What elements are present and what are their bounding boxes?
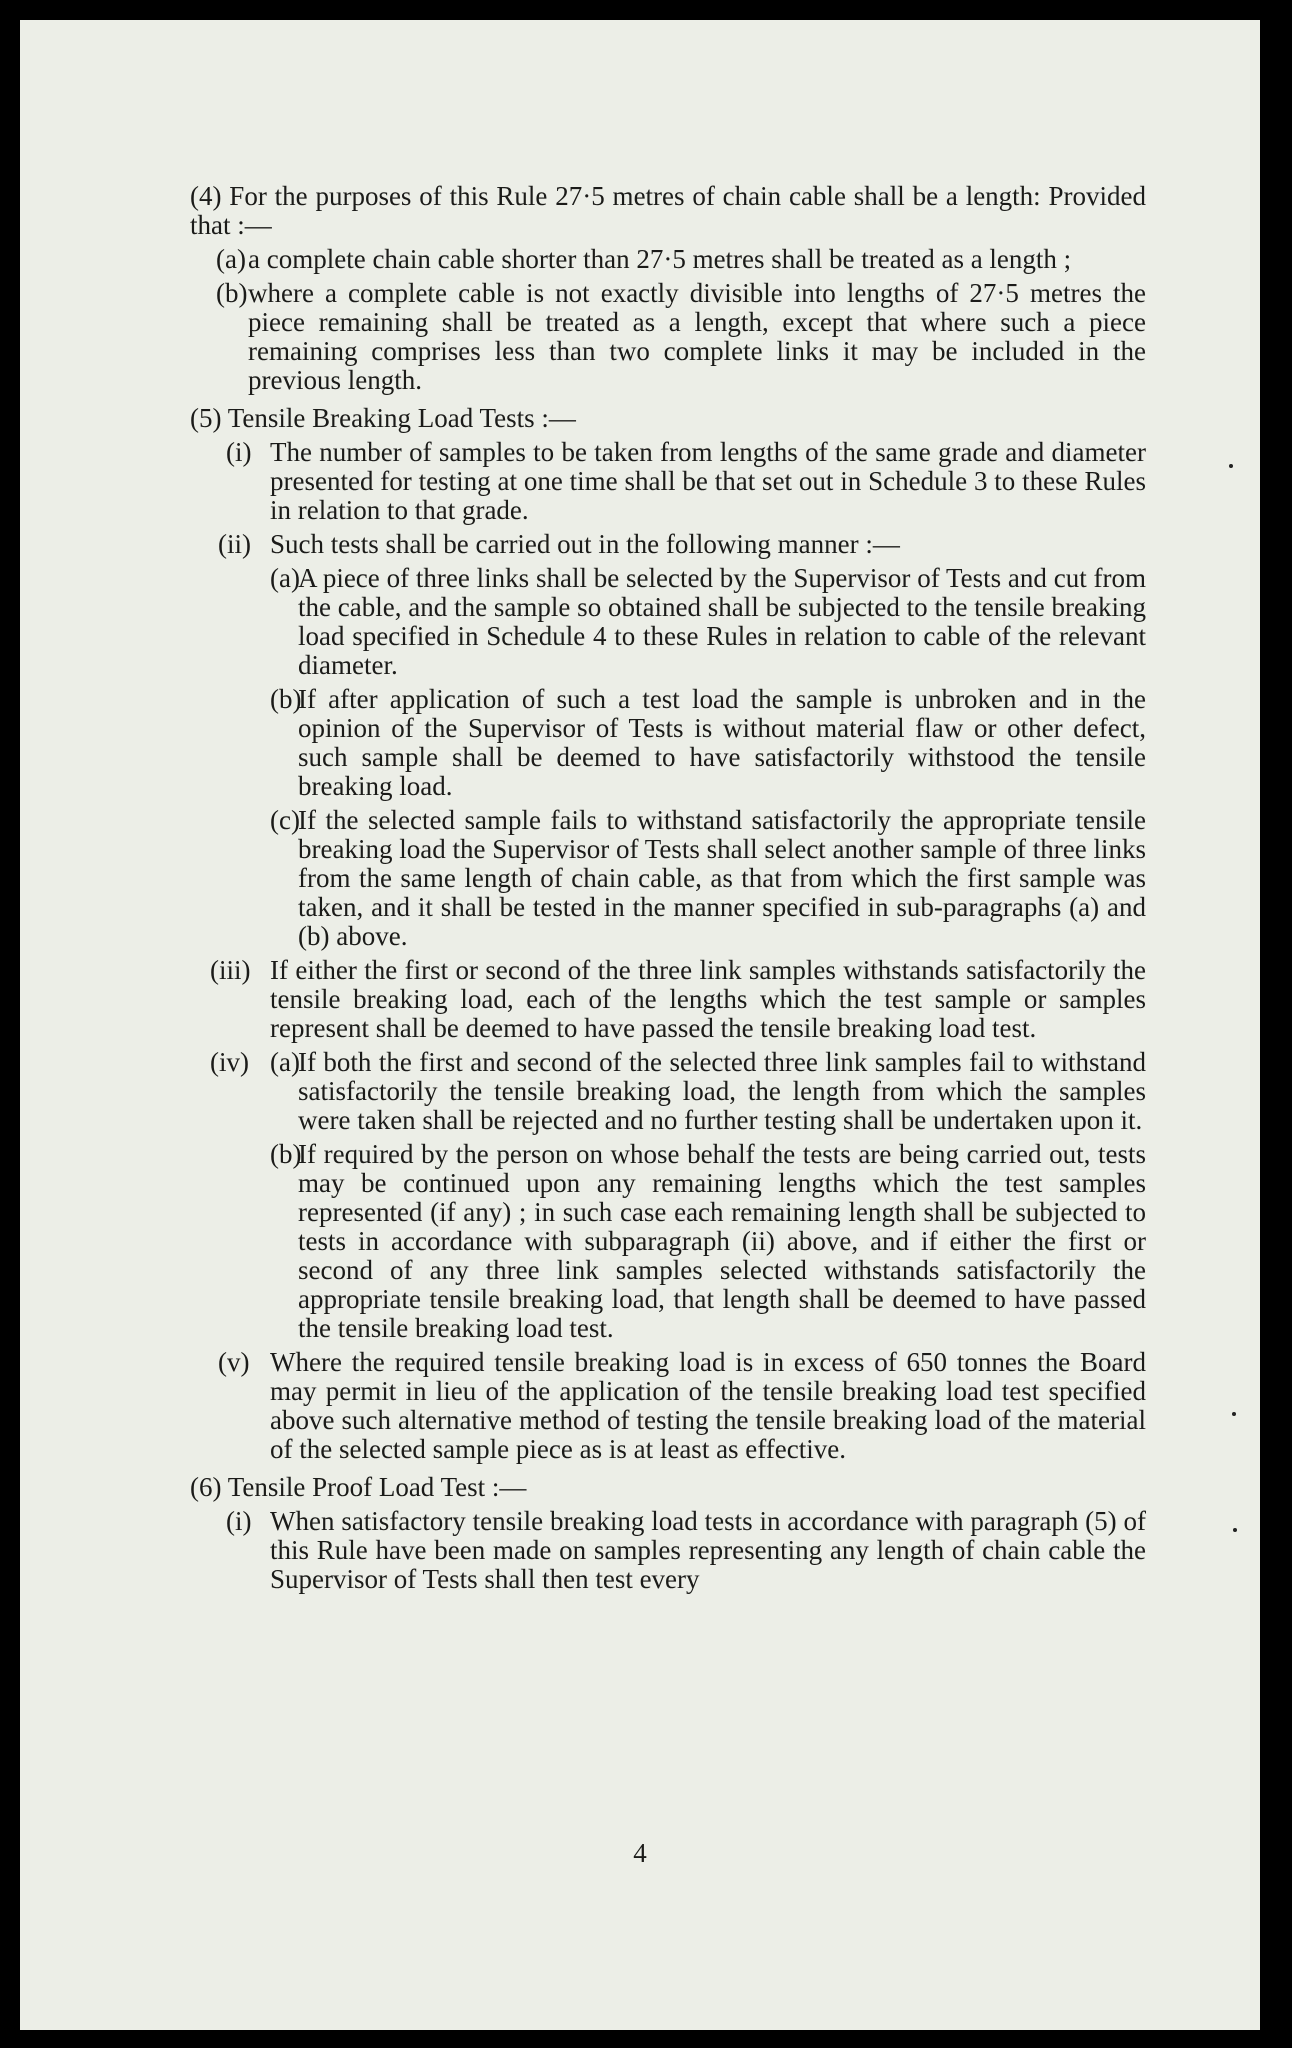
item-label: (a) [270,563,300,593]
item-text: If after application of such a test load the sample is unbroken and in the opinion of the Supervisor of Tests is without material flaw or other defect, such sample shall be deemed to have satisfactorily withstood the tensile breaking load. [298,684,1146,801]
item-text: The number of samples to be taken from lengths of the same grade and diameter presented for testing at one time shall be that set out in Schedule 3 to these Rules in relation to that grade. [270,437,1146,525]
item-text: Where the required tensile breaking load is in excess of 650 tonnes the Board may permit in lieu of the application of the tensile breaking load test specified above such alternative method of testing the tensile breaking load of the material of the selected sample piece as is at least as effective. [270,1347,1146,1464]
rule-5-item-iv-a [190,1048,1146,1135]
item-label: (i) [226,1506,252,1536]
rule-5-item-v [190,1348,1146,1464]
scan-speck [1233,1528,1237,1532]
item-text: where a complete cable is not exactly divisible into lengths of 27·5 metres the piece remaining shall be treated as a length, except that where such a piece remaining comprises less than two complete links it may be included in the previous length. [248,278,1146,395]
page-body [190,182,1146,1599]
item-text: a complete chain cable shorter than 27·5 metres shall be treated as a length ; [248,244,1072,274]
sub-item-label: (a) [270,1047,300,1077]
page-number: 4 [633,1838,647,1868]
rule-4-lead [190,182,1146,240]
item-text: If either the first or second of the three link samples withstands satisfactorily the tensile breaking load, each of the lengths which the test sample or samples represent shall be deemed to have passed the tensile breaking load test. [270,955,1146,1043]
section-heading: (6) Tensile Proof Load Test :— [190,1472,527,1502]
item-text: If the selected sample fails to withstand satisfactorily the appropriate tensile breaking load the Supervisor of Tests shall select another sample of three links from the same length of chain cable, as that from which the first sample was taken, and it shall be tested in the manner specified in sub-paragraphs (a) and (b) above. [298,805,1146,951]
rule-5-item-iii [190,956,1146,1043]
scan-speck [1229,464,1233,468]
item-label: (iv) [210,1047,249,1077]
item-label: (i) [226,437,252,467]
rule-4-item-a [190,245,1146,274]
item-label: (iii) [210,955,251,985]
item-label: (v) [218,1347,250,1377]
item-label: (a) [216,244,246,274]
item-label: (c) [270,805,300,835]
item-label: (b) [270,684,302,714]
rule-5-item-ii [190,530,1146,559]
rule-5-item-iv-b [190,1140,1146,1343]
item-text: A piece of three links shall be selected by the Supervisor of Tests and cut from the cable, and the sample so obtained shall be subjected to the tensile breaking load specified in Schedule 4 to these Rules in relation to cable of the relevant diameter. [298,563,1146,680]
item-label: (ii) [218,529,251,559]
document-page [20,20,1260,2030]
item-text: When satisfactory tensile breaking load tests in accordance with paragraph (5) of this Rule have been made on samples representing any length of chain cable the Supervisor of Tests shall then test every [270,1506,1146,1594]
scan-speck [1232,1412,1236,1416]
rule-4-item-b [190,279,1146,395]
sub-item-label: (b) [270,1139,302,1169]
rule-5-item-ii-a [190,564,1146,680]
item-label: (b) [216,278,248,308]
rule-4-text: (4) For the purposes of this Rule 27·5 metres of chain cable shall be a length: Provided that :— [190,181,1146,240]
section-heading: (5) Tensile Breaking Load Tests :— [190,403,576,433]
item-text: If both the first and second of the selected three link samples fail to withstand satisfactorily the tensile breaking load, the length from which the samples were taken shall be rejected and no further testing shall be undertaken upon it. [298,1047,1146,1135]
rule-5-item-ii-b [190,685,1146,801]
rule-6-item-i [190,1507,1146,1594]
rule-6-heading [190,1473,1146,1502]
item-text: If required by the person on whose behalf the tests are being carried out, tests may be continued upon any remaining lengths which the test samples represented (if any) ; in such case each remaining length shall be subjected to tests in accordance with subparagraph (ii) above, and if either the first or second of any three link samples selected withstands satisfactorily the appropriate tensile breaking load, that length shall be deemed to have passed the tensile breaking load test. [298,1139,1146,1343]
rule-5-item-ii-c [190,806,1146,951]
rule-5-item-i [190,438,1146,525]
rule-5-heading [190,404,1146,433]
item-text: Such tests shall be carried out in the following manner :— [270,529,900,559]
